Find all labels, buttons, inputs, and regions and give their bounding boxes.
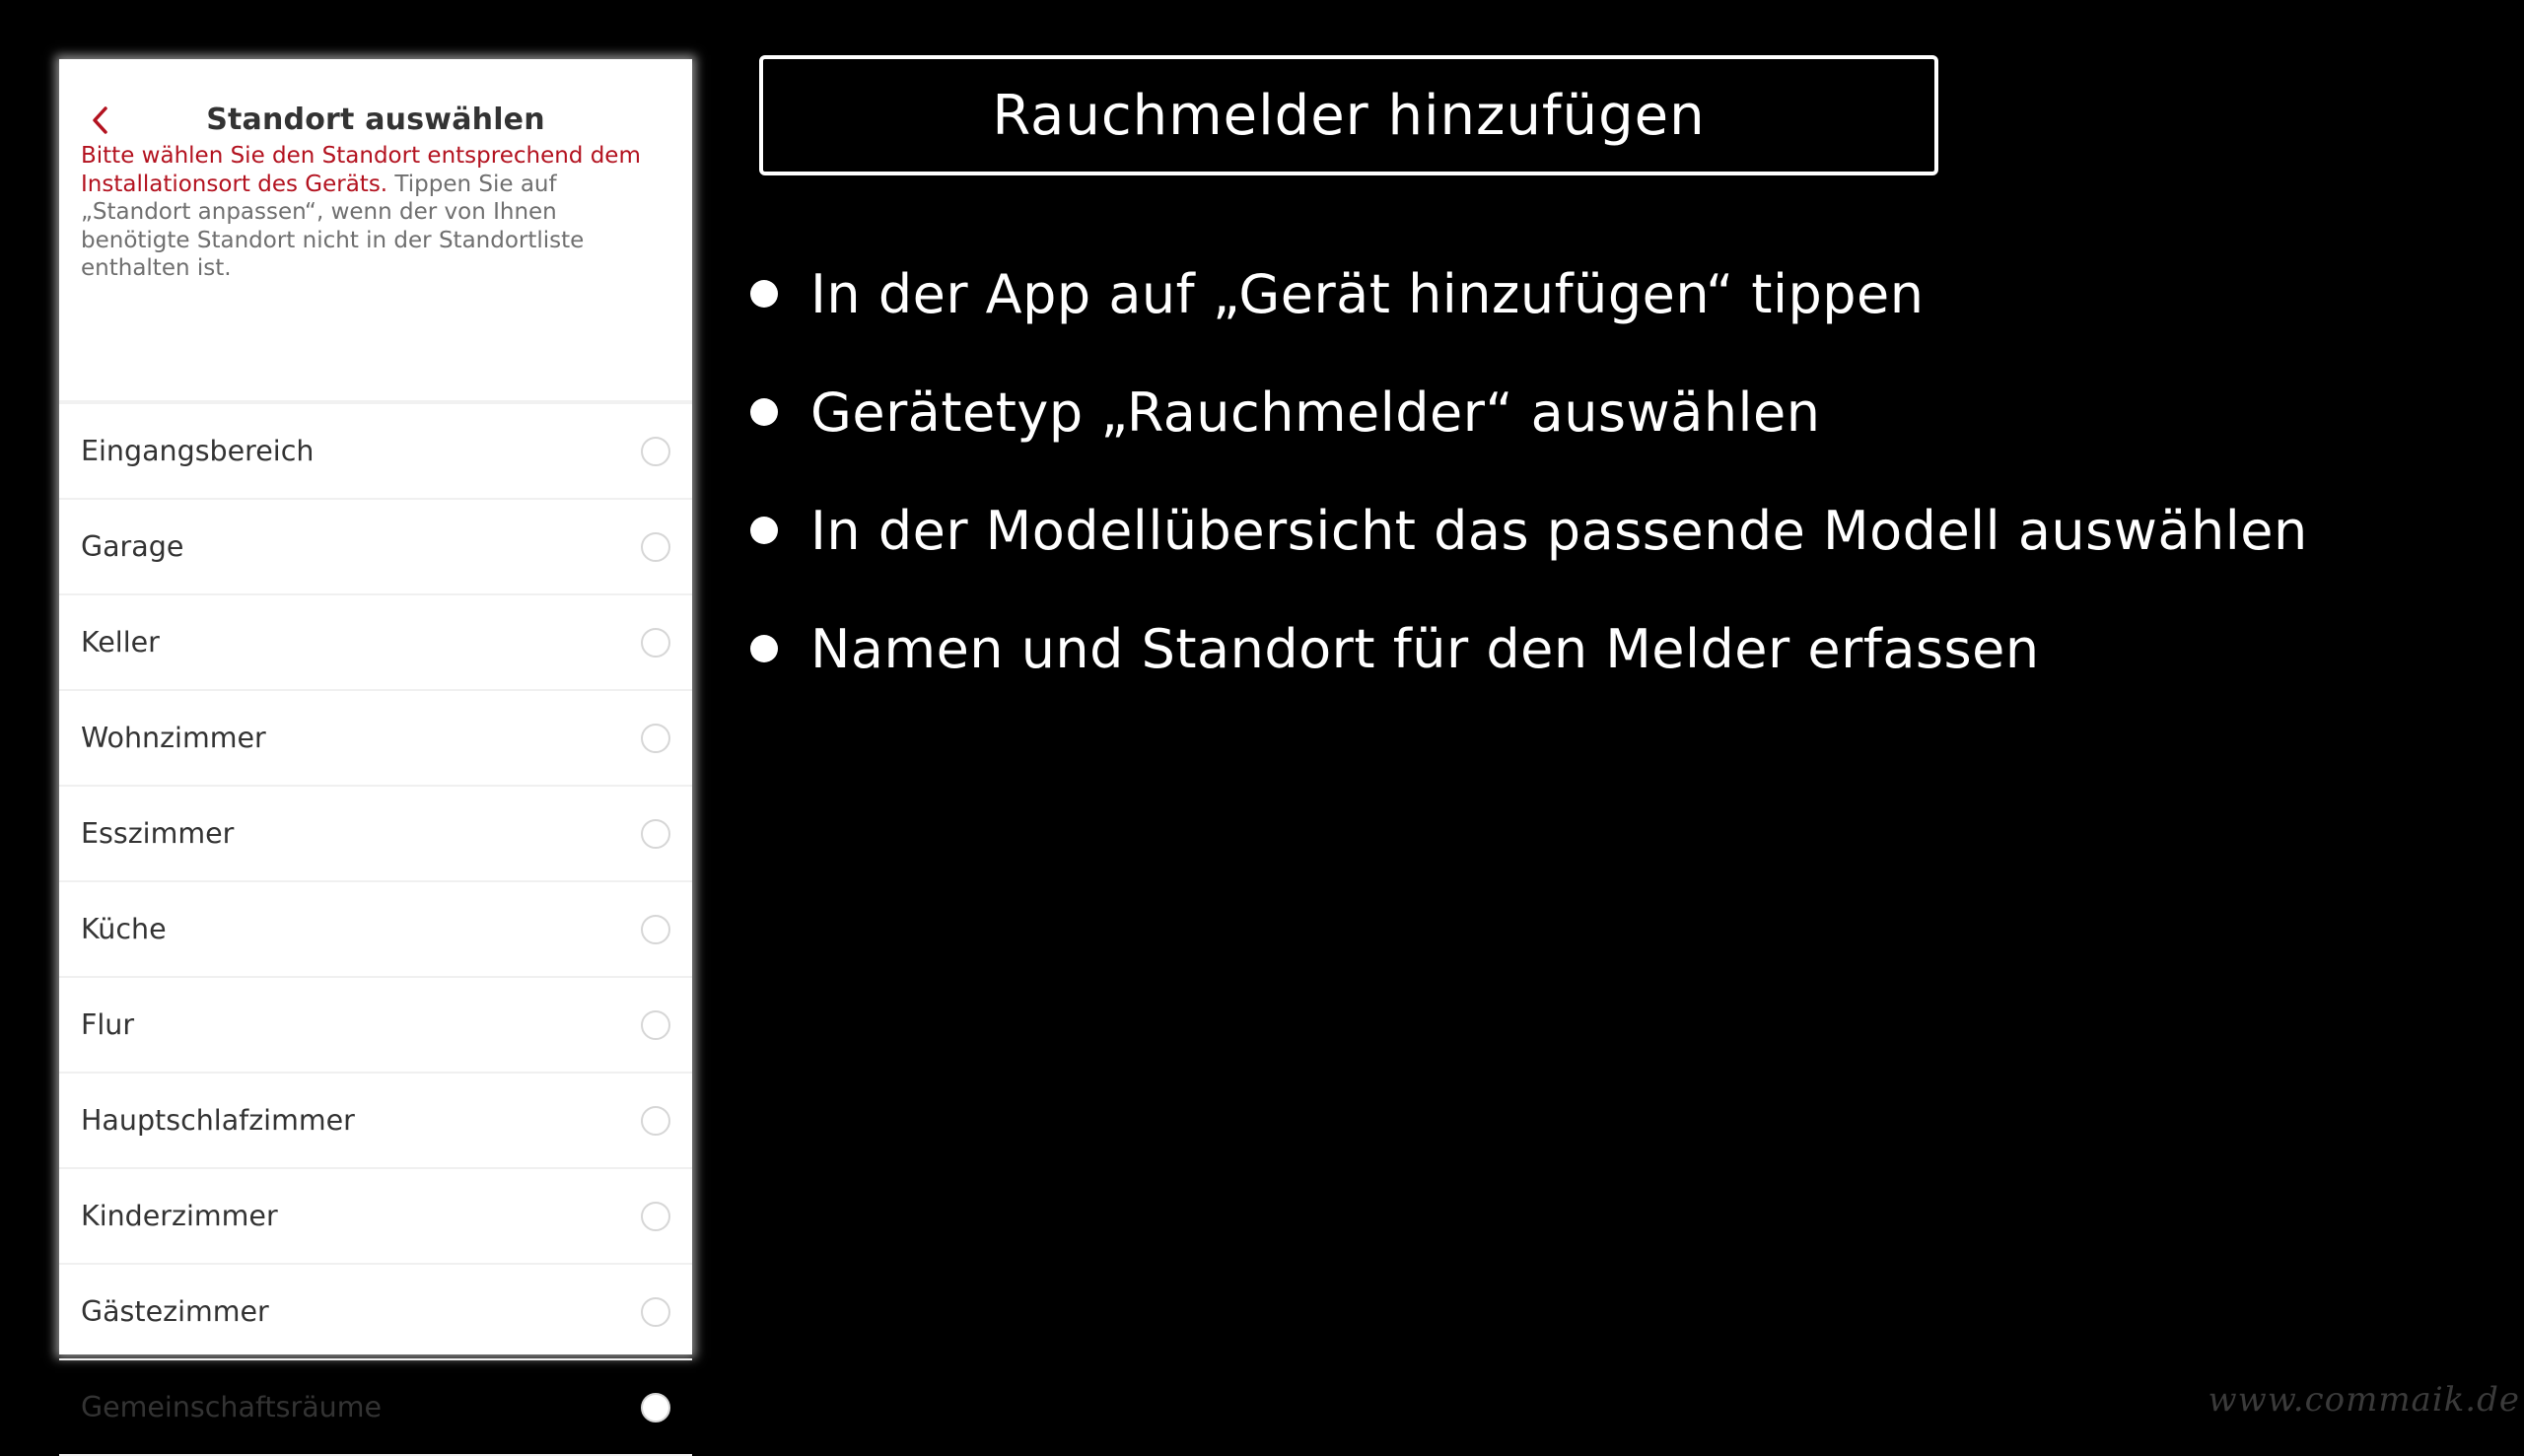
radio-unchecked-icon[interactable] — [641, 437, 670, 466]
location-label: Flur — [81, 1008, 135, 1041]
location-label: Gemeinschaftsräume — [81, 1391, 383, 1423]
location-item[interactable] — [59, 787, 692, 882]
bullet-text: In der App auf „Gerät hinzufügen“ tippen — [810, 262, 1925, 325]
radio-unchecked-icon[interactable] — [641, 1393, 670, 1422]
location-item[interactable] — [59, 978, 692, 1074]
bullet-dot-icon — [750, 280, 778, 308]
location-label: Hauptschlafzimmer — [81, 1104, 355, 1137]
radio-unchecked-icon[interactable] — [641, 628, 670, 658]
radio-unchecked-icon[interactable] — [641, 1297, 670, 1327]
location-item[interactable] — [59, 1074, 692, 1169]
bullet-text: In der Modellübersicht das passende Modell auswählen — [810, 499, 2308, 562]
slide-title: Rauchmelder hinzufügen — [992, 83, 1706, 148]
location-item[interactable] — [59, 404, 692, 500]
location-item[interactable] — [59, 595, 692, 691]
radio-unchecked-icon[interactable] — [641, 819, 670, 849]
location-item[interactable] — [59, 882, 692, 978]
location-label: Esszimmer — [81, 817, 235, 850]
bullet-list — [749, 244, 2308, 718]
location-hint-gray: Tippen Sie auf „Standort anpassen“, wenn der von Ihnen benötigte Standort nicht in der Standortliste enthalten ist. — [81, 171, 585, 281]
location-label: Kinderzimmer — [81, 1200, 278, 1232]
bullet-item — [749, 599, 2308, 718]
location-hint — [81, 142, 670, 283]
location-item[interactable] — [59, 1265, 692, 1360]
bullet-item — [749, 481, 2308, 599]
radio-unchecked-icon[interactable] — [641, 532, 670, 562]
location-item[interactable] — [59, 500, 692, 595]
bullet-dot-icon — [750, 517, 778, 544]
location-label: Garage — [81, 530, 184, 563]
location-item[interactable] — [59, 691, 692, 787]
location-label: Küche — [81, 913, 167, 945]
radio-unchecked-icon[interactable] — [641, 1106, 670, 1136]
radio-unchecked-icon[interactable] — [641, 915, 670, 944]
location-list — [59, 404, 692, 1456]
location-label: Gästezimmer — [81, 1295, 269, 1328]
radio-unchecked-icon[interactable] — [641, 724, 670, 753]
bullet-dot-icon — [750, 635, 778, 662]
location-hint-red: Bitte wählen Sie den Standort entsprechend dem Installationsort des Geräts. — [81, 143, 641, 197]
radio-unchecked-icon[interactable] — [641, 1010, 670, 1040]
location-item[interactable] — [59, 1360, 692, 1456]
slide-title-box — [759, 55, 1938, 175]
bullet-text: Namen und Standort für den Melder erfassen — [810, 617, 2040, 680]
screen-title: Standort auswählen — [206, 103, 545, 137]
location-label: Eingangsbereich — [81, 435, 315, 467]
bullet-item — [749, 363, 2308, 481]
location-item[interactable] — [59, 1169, 692, 1265]
bullet-text: Gerätetyp „Rauchmelder“ auswählen — [810, 381, 1821, 444]
radio-unchecked-icon[interactable] — [641, 1202, 670, 1231]
phone-screen — [59, 59, 692, 1423]
location-label: Keller — [81, 626, 160, 659]
location-label: Wohnzimmer — [81, 722, 266, 754]
bullet-item — [749, 244, 2308, 363]
watermark: www.commaik.de — [2208, 1380, 2520, 1420]
bullet-dot-icon — [750, 398, 778, 426]
